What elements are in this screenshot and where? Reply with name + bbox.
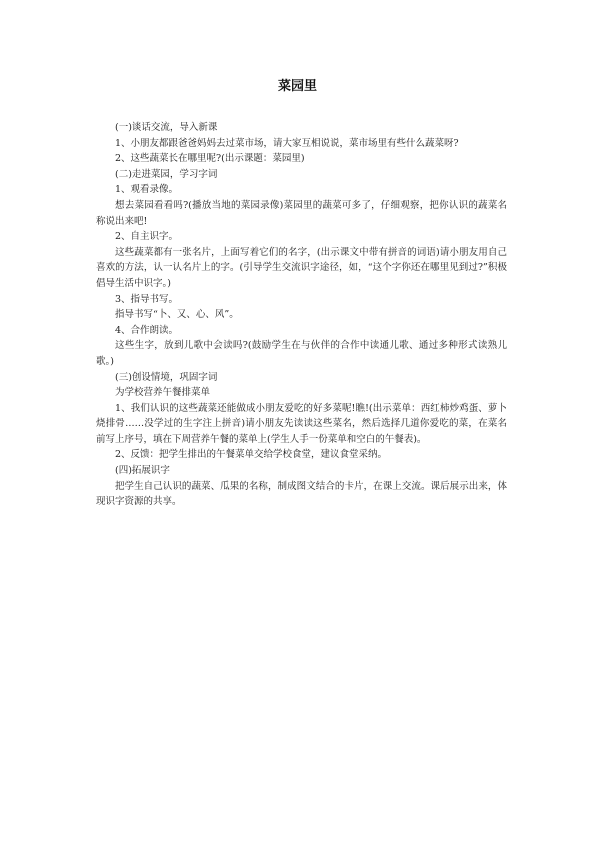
paragraph: 1、小朋友都跟爸爸妈妈去过菜市场，请大家互相说说，菜市场里有些什么蔬菜呀? — [115, 137, 459, 149]
paragraph: 1、我们认识的这些蔬菜还能做成小朋友爱吃的好多菜呢!瞧!(出示菜单：西红柿炒鸡蛋、萝卜烧排骨……没学过的生字注上拼音)请小朋友先读读这些菜名，然后选择几道你爱吃的菜，在菜名前写上序号，填在下周营养午餐的菜单上(学生人手一份菜单和空白的午餐表)。 — [96, 402, 507, 445]
paragraph: 指导书写“卜、又、心、风”。 — [115, 309, 239, 321]
paragraph: 这些生字，放到儿歌中会读吗?(鼓励学生在与伙伴的合作中读通儿歌、通过多种形式读熟儿歌。) — [96, 340, 507, 367]
paragraph: 2、这些蔬菜长在哪里呢?(出示课题：菜园里) — [115, 153, 305, 165]
section-heading-intro: (一)谈话交流，导入新课 — [115, 122, 218, 133]
section-heading-garden: (二)走进菜园，学习字词 — [115, 168, 218, 180]
paragraph: 2、自主识字。 — [115, 231, 179, 243]
paragraph: 把学生自己认识的蔬菜、瓜果的名称，制成图文结合的卡片，在课上交流。课后展示出来，体现识字资源的共享。 — [96, 480, 507, 508]
document-body — [96, 120, 507, 510]
paragraph: 想去菜园看看吗?(播放当地的菜园录像)菜园里的蔬菜可多了，仔细观察，把你认识的蔬菜名称说出来吧! — [96, 199, 507, 227]
section-heading-extension: (四)拓展识字 — [115, 465, 170, 477]
section-heading-situation: (三)创设情境，巩固字词 — [115, 371, 218, 383]
paragraph: 1、观看录像。 — [115, 184, 179, 196]
paragraph: 3、指导书写。 — [115, 293, 179, 305]
document-title: 菜园里 — [277, 79, 317, 94]
paragraph: 4、合作朗读。 — [115, 324, 179, 336]
paragraph: 2、反馈：把学生排出的午餐菜单交给学校食堂，建议食堂采纳。 — [115, 449, 388, 461]
paragraph: 为学校营养午餐排菜单 — [115, 387, 211, 399]
paragraph: 这些蔬菜都有一张名片，上面写着它们的名字，(出示课文中带有拼音的词语)请小朋友用自己喜欢的方法，认一认名片上的字。(引导学生交流识字途径，如，“这个字你还在哪里见到过?”积极倡导生活中识字。) — [96, 246, 507, 289]
